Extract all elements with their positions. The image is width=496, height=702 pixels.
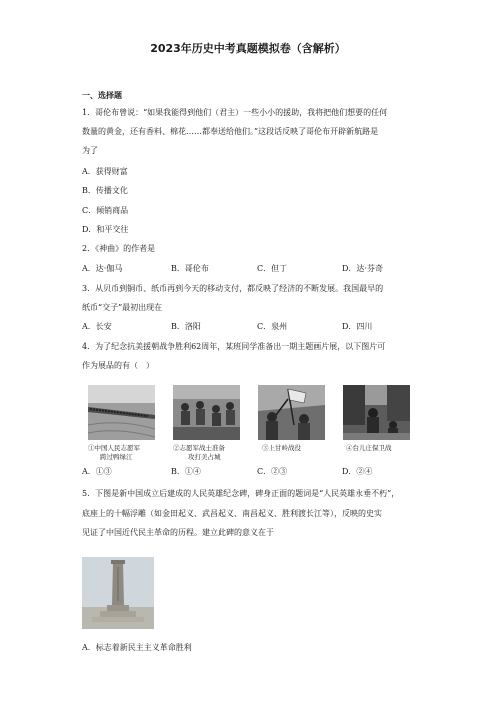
page-title: 2023年历史中考真题模拟卷（含解析）: [150, 42, 346, 55]
q2-stem: 2．《神曲》的作者是: [82, 244, 156, 253]
q1-option-b: B．传播文化: [82, 186, 128, 195]
q4-option-a: A．①③: [82, 467, 112, 476]
q5-option-a: A．标志着新民主主义革命胜利: [82, 643, 192, 652]
photo-river-crossing: [88, 385, 155, 440]
q3-option-b: B．洛阳: [171, 322, 201, 331]
photo-battle-flag: [258, 385, 325, 440]
q3-option-c: C．泉州: [257, 322, 288, 331]
q1-option-d: D．和平交往: [82, 225, 129, 234]
q4-option-b: B．①④: [171, 467, 201, 476]
photo-caption: ④台儿庄保卫战: [346, 444, 392, 452]
photo-caption: 攻打美占城: [188, 453, 221, 461]
photo-monument: [82, 557, 154, 629]
q4-line: 4．为了纪念抗美援朝战争胜利62周年，某班同学准备出一期主题画片展，以下图片可: [82, 342, 386, 351]
q5-line: 5．下图是新中国成立后建成的人民英雄纪念碑，碑身正面的题词是“人民英雄永垂不朽”，: [82, 489, 400, 498]
q1-line: 数量的黄金，还有香料、棉花……都奉送给他们。”这段话反映了哥伦布开辟新航路是: [82, 127, 379, 136]
photo-caption: ③上甘岭战役: [262, 444, 301, 452]
q4-line: 作为展品的有（ ）: [82, 361, 154, 370]
q1-option-c: C．倾销商品: [82, 206, 129, 215]
photo-caption: ②志愿军战士准备: [173, 444, 225, 452]
q2-option-c: C．但丁: [257, 264, 288, 273]
q3-line: 纸币“交子”最初出现在: [82, 303, 163, 312]
section-heading: 一、选择题: [82, 91, 122, 100]
q5-line: 见证了中国近代民主革命的历程。建立此碑的意义在于: [82, 528, 274, 537]
q4-option-d: D．②④: [342, 467, 373, 476]
photo-caption: ①中国人民志愿军: [88, 444, 140, 452]
q3-option-a: A．长安: [82, 322, 112, 331]
q3-option-d: D．四川: [342, 322, 373, 331]
photo-street-battle: [343, 385, 410, 440]
q4-option-c: C．②③: [257, 467, 288, 476]
photo-caption: 跨过鸭绿江: [100, 453, 133, 461]
q5-line: 底座上的十幅浮雕（如金田起义、武昌起义、南昌起义、胜利渡长江等），反映的史实: [82, 509, 382, 518]
q1-option-a: A．获得财富: [82, 167, 128, 176]
photo-soldiers: [173, 385, 240, 440]
q2-option-d: D．达·芬奇: [342, 264, 383, 273]
q1-line: 为了: [82, 146, 98, 155]
q1-line: 1．哥伦布曾说：“如果我能得到他们（君主）一些小小的援助，我将把他们想要的任何: [82, 108, 388, 117]
q2-option-b: B．哥伦布: [171, 264, 209, 273]
q3-line: 3．从贝币到铜币、纸币再到今天的移动支付，都反映了经济的不断发展。我国最早的: [82, 284, 384, 293]
q2-option-a: A．达·伽马: [82, 264, 123, 273]
